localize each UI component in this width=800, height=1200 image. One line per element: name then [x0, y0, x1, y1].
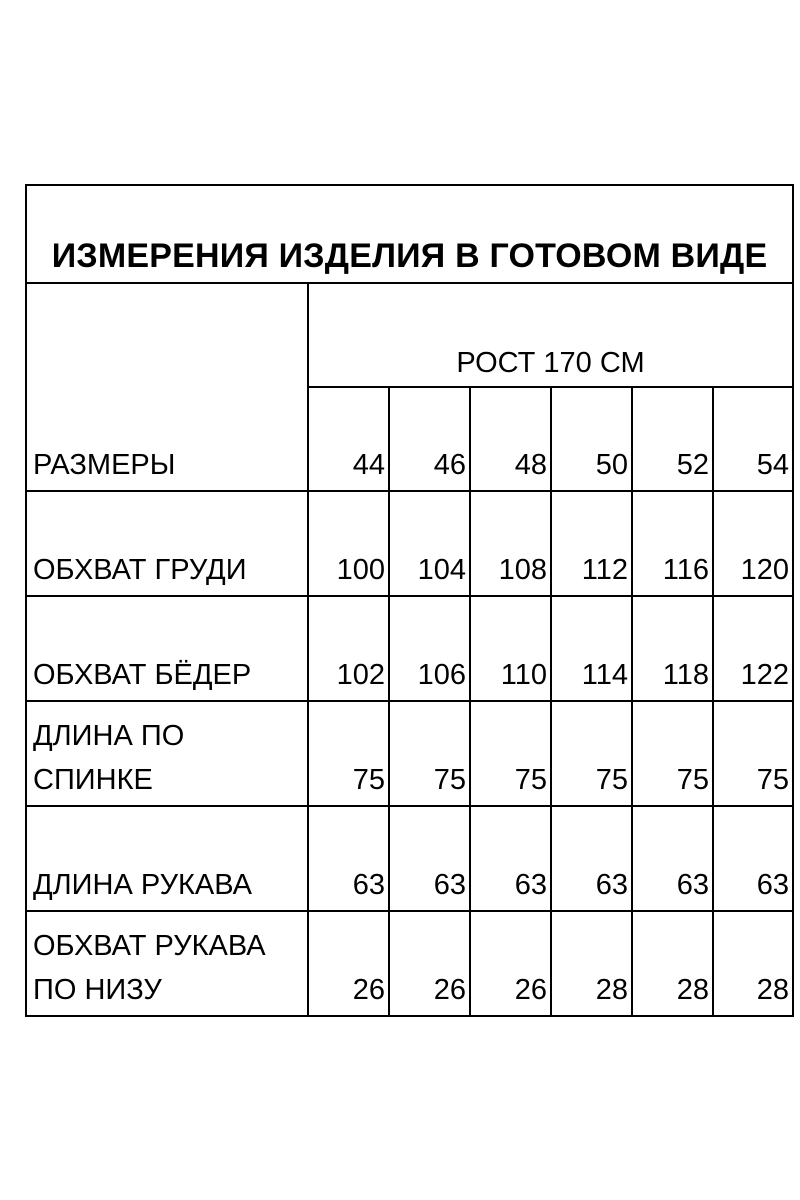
row-label [26, 491, 308, 596]
table-cell: 106 [389, 596, 470, 701]
table-cell: 28 [713, 911, 793, 1016]
row-label-text: ДЛИНА ПО СПИНКЕ [33, 720, 185, 796]
row-label [26, 911, 308, 1016]
table-row-back-length [26, 701, 793, 806]
table-title: ИЗМЕРЕНИЯ ИЗДЕЛИЯ В ГОТОВОМ ВИДЕ [26, 185, 793, 283]
table-row-sleeve-hem [26, 911, 793, 1016]
size-value: 44 [308, 387, 389, 491]
table-row-sleeve-length [26, 806, 793, 911]
size-value: 46 [389, 387, 470, 491]
sizes-label [26, 283, 308, 491]
size-value: 48 [470, 387, 551, 491]
size-chart-table [25, 184, 794, 1017]
row-label-text: ОБХВАТ ГРУДИ [33, 554, 247, 586]
table-cell: 104 [389, 491, 470, 596]
row-label [26, 596, 308, 701]
table-cell: 110 [470, 596, 551, 701]
height-row [26, 283, 793, 387]
table-cell: 75 [632, 701, 713, 806]
table-cell: 75 [470, 701, 551, 806]
height-label: РОСТ 170 СМ [308, 283, 793, 387]
title-row [26, 185, 793, 283]
table-cell: 120 [713, 491, 793, 596]
sizes-label-text: РАЗМЕРЫ [33, 449, 176, 481]
table-row-hips [26, 596, 793, 701]
table-cell: 63 [389, 806, 470, 911]
row-label-text: ОБХВАТ РУКАВА ПО НИЗУ [33, 930, 266, 1006]
table-cell: 63 [713, 806, 793, 911]
table-cell: 63 [632, 806, 713, 911]
table-cell: 118 [632, 596, 713, 701]
table-cell: 100 [308, 491, 389, 596]
table-cell: 63 [551, 806, 632, 911]
table-cell: 75 [551, 701, 632, 806]
table-cell: 114 [551, 596, 632, 701]
table-cell: 75 [389, 701, 470, 806]
row-label-text: ОБХВАТ БЁДЕР [33, 659, 252, 691]
row-label [26, 701, 308, 806]
table-cell: 112 [551, 491, 632, 596]
size-value: 50 [551, 387, 632, 491]
table-cell: 108 [470, 491, 551, 596]
table-cell: 28 [551, 911, 632, 1016]
table-cell: 102 [308, 596, 389, 701]
table-cell: 122 [713, 596, 793, 701]
table-cell: 26 [470, 911, 551, 1016]
table-cell: 26 [389, 911, 470, 1016]
table-cell: 116 [632, 491, 713, 596]
table-cell: 75 [308, 701, 389, 806]
size-value: 52 [632, 387, 713, 491]
row-label-text: ДЛИНА РУКАВА [33, 869, 252, 901]
table-row-chest [26, 491, 793, 596]
table-cell: 63 [470, 806, 551, 911]
row-label [26, 806, 308, 911]
table-cell: 75 [713, 701, 793, 806]
table-cell: 26 [308, 911, 389, 1016]
table-cell: 63 [308, 806, 389, 911]
size-value: 54 [713, 387, 793, 491]
table-cell: 28 [632, 911, 713, 1016]
